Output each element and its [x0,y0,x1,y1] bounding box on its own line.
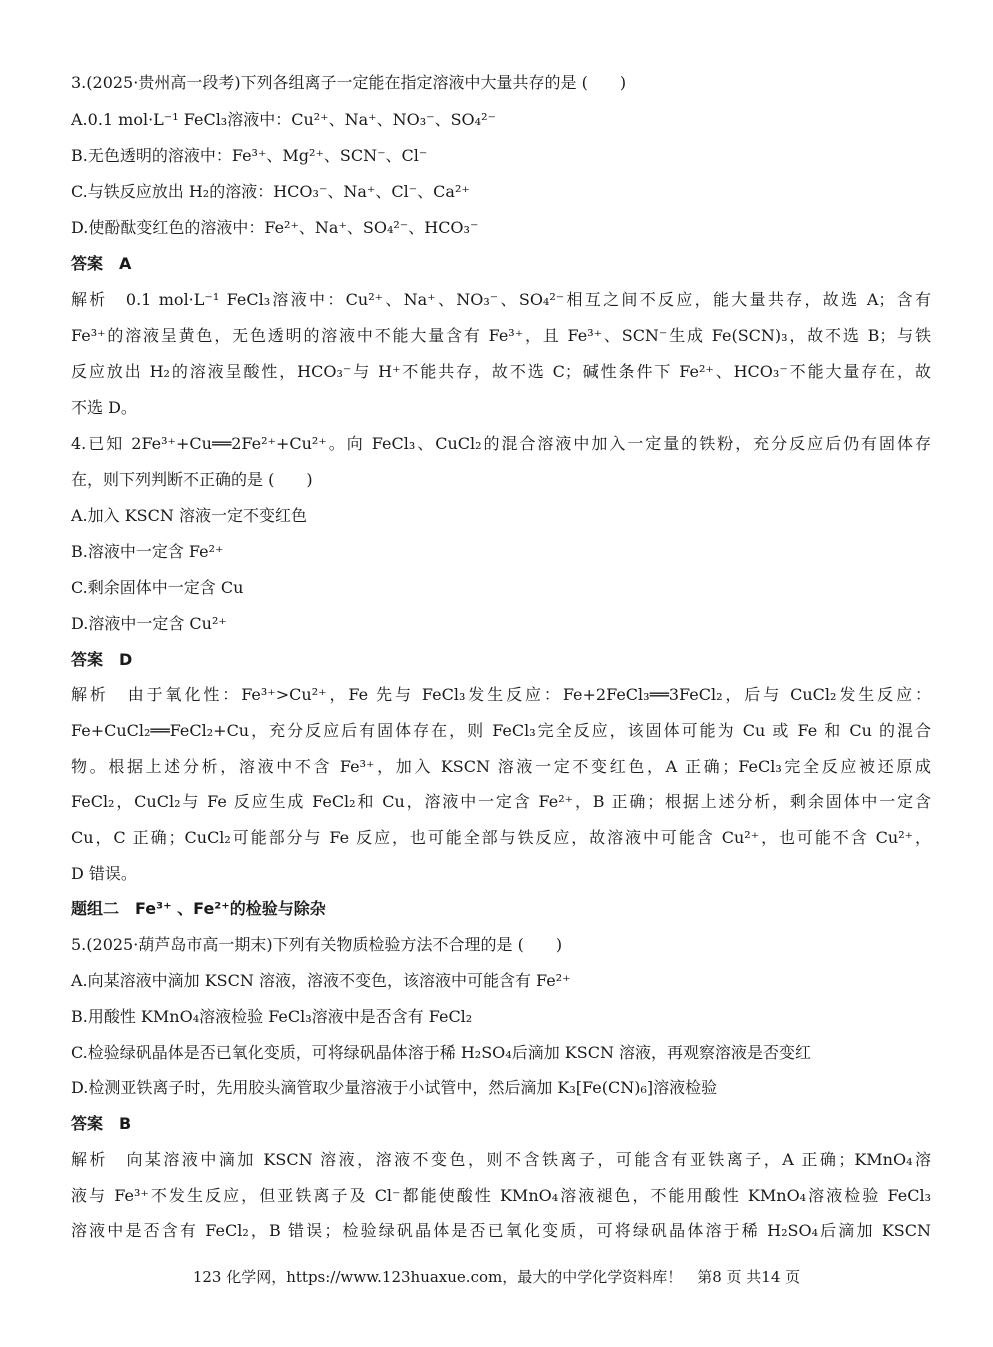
section-heading: 题组二 Fe³⁺ 、Fe²⁺的检验与除杂 [71,899,326,918]
question-5-analysis-line: 溶液中是否含有 FeCl₂，B 错误；检验绿矾晶体是否已氧化变质，可将绿矾晶体溶于稀 H₂SO₄后滴加 KSCN [71,1221,931,1240]
question-3-answer: 答案 A [71,254,132,273]
question-5-option-b: B.用酸性 KMnO₄溶液检验 FeCl₃溶液中是否含有 FeCl₂ [71,1007,473,1026]
question-4-option-b: B.溶液中一定含 Fe²⁺ [71,542,224,561]
question-5-option-c: C.检验绿矾晶体是否已氧化变质，可将绿矾晶体溶于稀 H₂SO₄后滴加 KSCN 溶液，再观察溶液是否变红 [71,1043,812,1062]
question-3-analysis-line: 不选 D。 [71,398,137,417]
question-4-analysis-line: 解析 由于氧化性：Fe³⁺>Cu²⁺，Fe 先与 FeCl₃发生反应：Fe+2FeCl₃══3FeCl₂，后与 CuCl₂发生反应： [71,685,931,704]
question-5-answer: 答案 B [71,1114,132,1133]
question-4-stem: 在，则下列判断不正确的是 ( ) [71,470,313,489]
question-4-option-a: A.加入 KSCN 溶液一定不变红色 [71,506,307,525]
question-4-analysis-line: D 错误。 [71,864,137,883]
question-4-option-d: D.溶液中一定含 Cu²⁺ [71,614,227,633]
question-3-stem: 3.(2025·贵州高一段考)下列各组离子一定能在指定溶液中大量共存的是 ( ) [71,73,627,92]
question-3-option-c: C.与铁反应放出 H₂的溶液：HCO₃⁻、Na⁺、Cl⁻、Ca²⁺ [71,182,470,201]
question-3-option-a: A.0.1 mol·L⁻¹ FeCl₃溶液中：Cu²⁺、Na⁺、NO₃⁻、SO₄²⁻ [71,110,496,129]
question-4-analysis-line: FeCl₂，CuCl₂与 Fe 反应生成 FeCl₂和 Cu，溶液中一定含 Fe²⁺，B 正确；根据上述分析，剩余固体中一定含 [71,792,931,811]
question-4-analysis-line: Cu，C 正确；CuCl₂可能部分与 Fe 反应，也可能全部与铁反应，故溶液中可能含 Cu²⁺，也可能不含 Cu²⁺， [71,828,931,847]
question-5-analysis-line: 解析 向某溶液中滴加 KSCN 溶液，溶液不变色，则不含铁离子，可能含有亚铁离子，A 正确；KMnO₄溶 [71,1150,931,1169]
question-4-answer: 答案 D [71,650,133,669]
question-3-analysis-line: 解析 0.1 mol·L⁻¹ FeCl₃溶液中：Cu²⁺、Na⁺、NO₃⁻、SO₄²⁻相互之间不反应，能大量共存，故选 A；含有 [71,290,931,309]
question-3-option-b: B.无色透明的溶液中：Fe³⁺、Mg²⁺、SCN⁻、Cl⁻ [71,146,428,165]
question-3-option-d: D.使酚酞变红色的溶液中：Fe²⁺、Na⁺、SO₄²⁻、HCO₃⁻ [71,218,479,237]
question-5-stem: 5.(2025·葫芦岛市高一期末)下列有关物质检验方法不合理的是 ( ) [71,935,563,954]
question-5-analysis-line: 液与 Fe³⁺不发生反应，但亚铁离子及 Cl⁻都能使酸性 KMnO₄溶液褪色，不能用酸性 KMnO₄溶液检验 FeCl₃ [71,1186,931,1205]
question-4-stem: 4.已知 2Fe³⁺+Cu══2Fe²⁺+Cu²⁺。向 FeCl₃、CuCl₂的混合溶液中加入一定量的铁粉，充分反应后仍有固体存 [71,434,931,453]
question-4-analysis-line: 物。根据上述分析，溶液中不含 Fe³⁺，加入 KSCN 溶液一定不变红色，A 正确；FeCl₃完全反应被还原成 [71,757,931,776]
question-5-option-d: D.检测亚铁离子时，先用胶头滴管取少量溶液于小试管中，然后滴加 K₃[Fe(CN)₆]溶液检验 [71,1078,718,1097]
question-4-analysis-line: Fe+CuCl₂══FeCl₂+Cu，充分反应后有固体存在，则 FeCl₃完全反应，该固体可能为 Cu 或 Fe 和 Cu 的混合 [71,721,931,740]
question-4-option-c: C.剩余固体中一定含 Cu [71,578,244,597]
question-3-analysis-line: 反应放出 H₂的溶液呈酸性，HCO₃⁻与 H⁺不能共存，故不选 C；碱性条件下 Fe²⁺、HCO₃⁻不能大量存在，故 [71,362,931,381]
question-5-option-a: A.向某溶液中滴加 KSCN 溶液，溶液不变色，该溶液中可能含有 Fe²⁺ [71,971,571,990]
page-footer: 123 化学网，https://www.123huaxue.com，最大的中学化学资料库！ 第8 页 共14 页 [192,1268,801,1286]
question-3-analysis-line: Fe³⁺的溶液呈黄色，无色透明的溶液中不能大量含有 Fe³⁺，且 Fe³⁺、SCN⁻生成 Fe(SCN)₃，故不选 B；与铁 [71,326,931,345]
